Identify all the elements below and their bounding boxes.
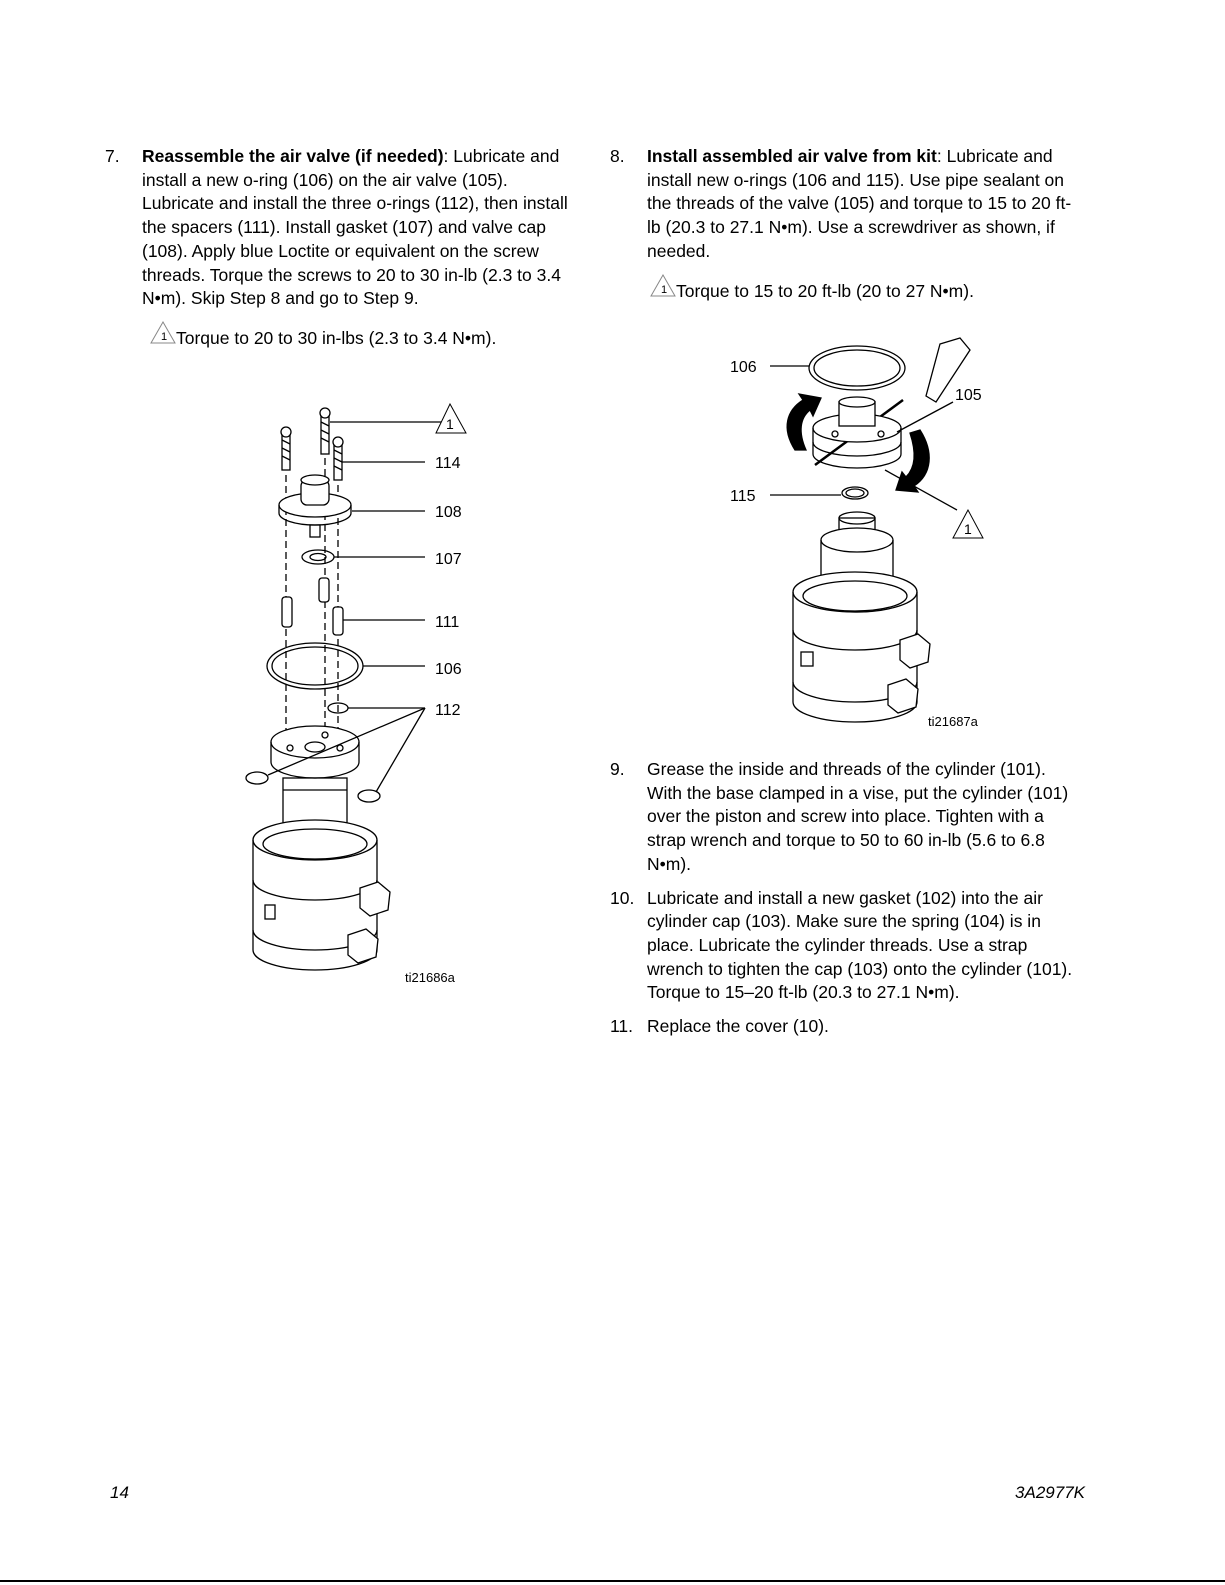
label-107: 107 — [435, 551, 462, 568]
label-108: 108 — [435, 504, 462, 521]
label-115: 115 — [730, 488, 756, 505]
right-column — [610, 145, 1080, 303]
step-text: Replace the cover (10). — [647, 1016, 829, 1037]
note-marker: 1 — [661, 283, 668, 296]
figure-id: ti21686a — [405, 970, 455, 985]
step-number: 9. — [610, 759, 625, 779]
callout-marker: 1 — [964, 521, 972, 537]
step-text: Grease the inside and threads of the cylinder (101). With the base clamped in a vise, put the cylinder (101) over the piston and screw into place. Tighten with a strap wrench and torque to 50 to 60 in-lb (5.6 to 6.8 N•m). — [647, 759, 1069, 874]
step-7 — [105, 145, 575, 311]
air-valve-exploded-figure — [230, 400, 490, 1000]
bottom-rule — [0, 1580, 1225, 1582]
step-text: : Lubricate and install new o-rings (106 and 115). Use pipe sealant on the threads of the valve (105) and torque to 15 to 20 ft-lb (20.3 to 27.1 N•m). Use a screwdriver as shown, if needed. — [647, 146, 1072, 261]
label-112: 112 — [435, 702, 461, 719]
label-105: 105 — [955, 387, 982, 404]
warning-triangle-icon — [650, 280, 676, 298]
torque-note — [650, 280, 1080, 304]
step-number: 10. — [610, 887, 635, 908]
torque-note — [150, 327, 575, 351]
note-marker: 1 — [161, 330, 168, 343]
step-11 — [610, 1015, 1080, 1039]
label-114: 114 — [435, 455, 461, 472]
document-number: 3A2977K — [1015, 1483, 1085, 1502]
step-text: : Lubricate and install a new o-ring (106) on the air valve (105). Lubricate and install the three o-rings (112), then install the spacers (111). Install gasket (107) and valve cap (108). Apply blue Loctite or equivalent on the screw threads. Torque the screws to 20 to 30 in-lb (2.3 to 3.4 N•m). Skip Step 8 and go to Step 9. — [142, 146, 568, 309]
figure-id: ti21687a — [928, 714, 978, 729]
step-10 — [610, 887, 1080, 1006]
step-number: 7. — [105, 146, 120, 166]
label-106: 106 — [730, 359, 757, 376]
step-number: 11. — [610, 1016, 634, 1037]
label-106: 106 — [435, 661, 462, 678]
step-heading: Reassemble the air valve (if needed) — [142, 146, 444, 166]
note-text: Torque to 15 to 20 ft-lb (20 to 27 N•m). — [676, 280, 974, 301]
step-9 — [610, 758, 1080, 877]
step-heading: Install assembled air valve from kit — [647, 146, 937, 166]
page-number: 14 — [110, 1483, 129, 1502]
note-text: Torque to 20 to 30 in-lbs (2.3 to 3.4 N•m). — [176, 327, 497, 348]
step-text: Lubricate and install a new gasket (102) into the air cylinder cap (103). Make sure the spring (104) is in place. Lubricate the cylinder threads. Use a strap wrench to tighten the cap (103) onto the cylinder (101). Torque to 15–20 ft-lb (20.3 to 27.1 N•m). — [647, 887, 1073, 1003]
right-column-steps — [610, 758, 1080, 1049]
callout-marker: 1 — [446, 416, 454, 432]
left-column — [105, 145, 575, 351]
label-111: 111 — [435, 614, 460, 631]
step-number: 8. — [610, 146, 625, 166]
step-8 — [610, 145, 1080, 264]
air-valve-install-figure — [725, 330, 1025, 740]
warning-triangle-icon — [150, 327, 176, 345]
